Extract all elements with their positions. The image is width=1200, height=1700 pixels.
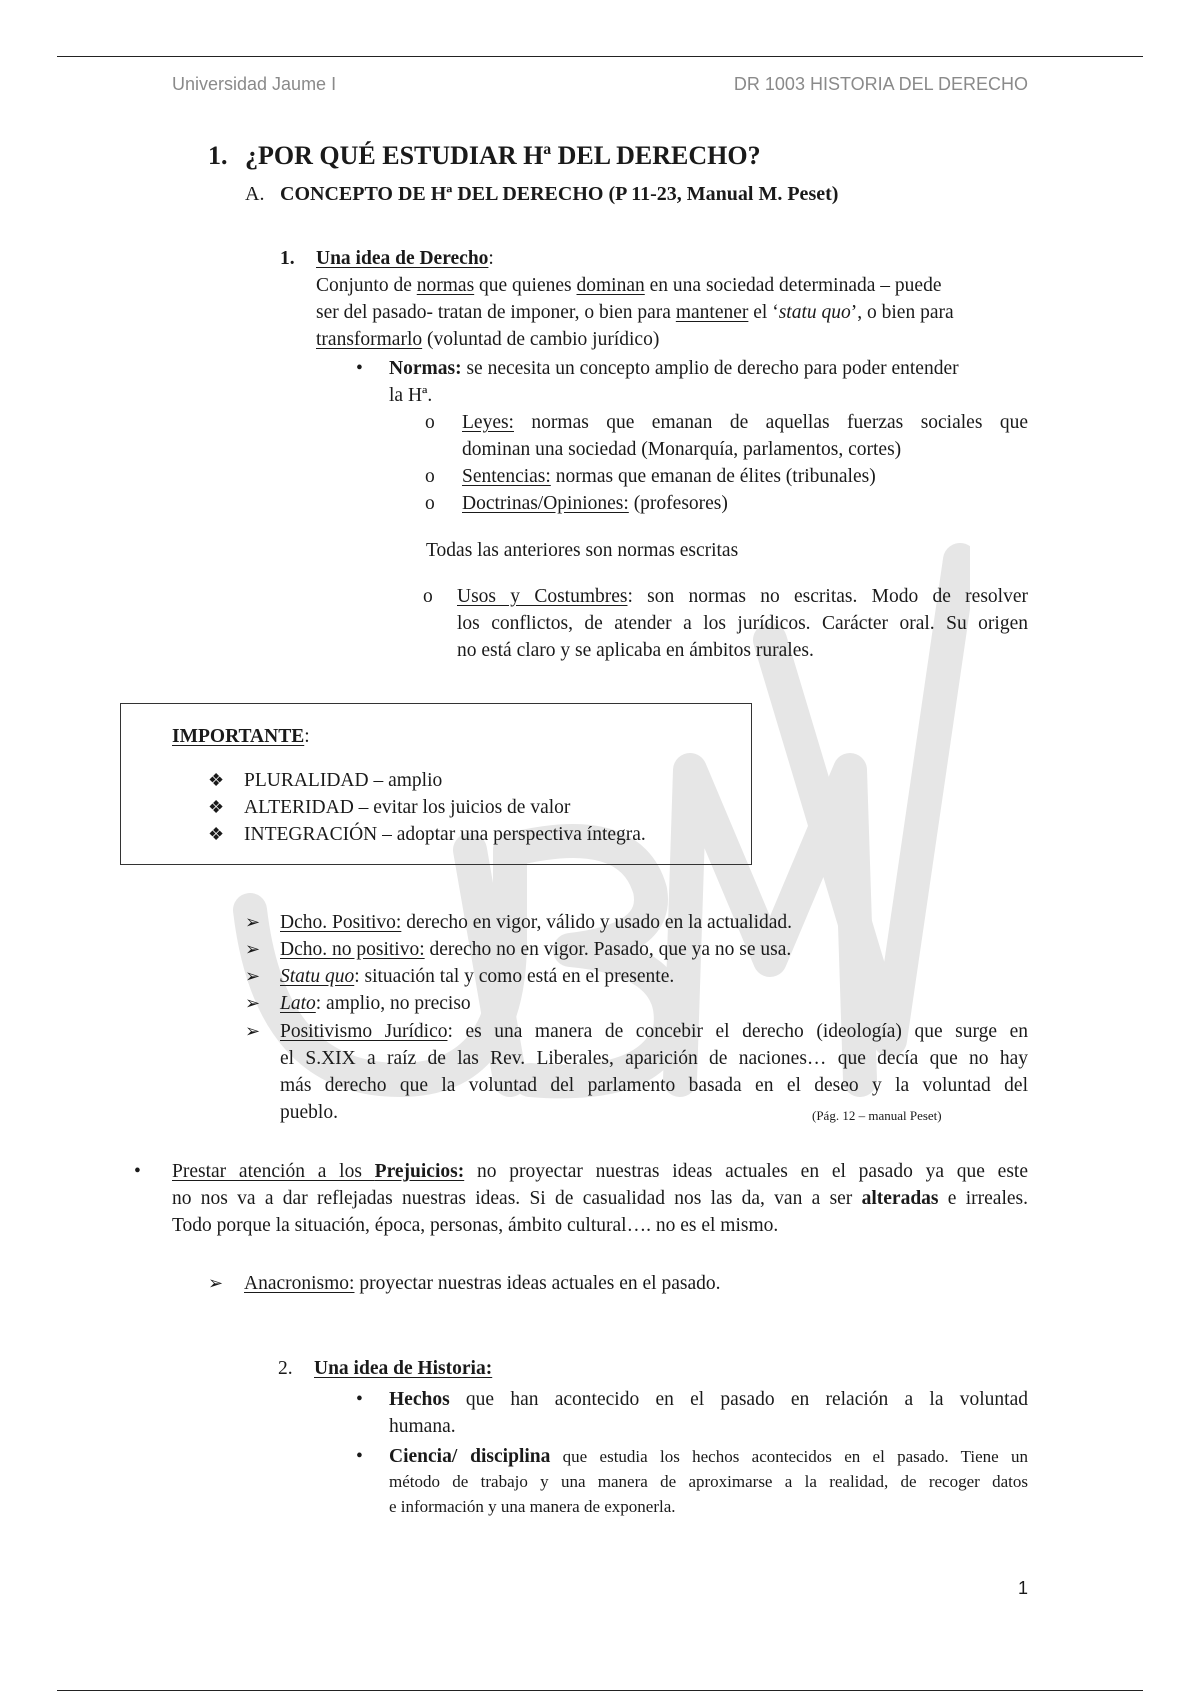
importante-item-2: ALTERIDAD – evitar los juicios de valor [244, 797, 571, 818]
diamond-bullet-icon: ❖ [208, 797, 225, 817]
bullet-dot-icon: • [356, 1446, 363, 1467]
prejuicios-line-2: no nos va a dar reflejadas nuestras ideas. Si de casualidad nos las da, van a ser alteradas e irreales. [172, 1188, 1028, 1209]
leyes-line-1: Leyes: normas que emanan de aquellas fuerzas sociales que [462, 412, 1028, 433]
idea-derecho-heading: Una idea de Derecho: [316, 248, 494, 269]
page-title: ¿POR QUÉ ESTUDIAR Hª DEL DERECHO? [245, 141, 761, 170]
usos-line-3: no está claro y se aplicaba en ámbitos rurales. [457, 640, 814, 661]
arrow-bullet-icon: ➢ [245, 912, 261, 932]
arrow-bullet-icon: ➢ [245, 1021, 261, 1041]
normas-line-1: Normas: se necesita un concepto amplio de derecho para poder entender [389, 358, 959, 379]
sentencias-line: Sentencias: normas que emanan de élites (tribunales) [462, 466, 876, 487]
ciencia-line-2: método de trabajo y una manera de aproximarse a la realidad, de recoger datos [389, 1472, 1028, 1491]
footer-rule [57, 1690, 1143, 1691]
def-positivo: Dcho. Positivo: derecho en vigor, válido y usado en la actualidad. [280, 912, 793, 933]
circle-bullet-icon: o [425, 412, 435, 433]
arrow-bullet-icon: ➢ [245, 966, 261, 986]
ciencia-line-1: Ciencia/ disciplina que estudia los hechos acontecidos en el pasado. Tiene un [389, 1446, 1028, 1467]
arrow-bullet-icon: ➢ [245, 939, 261, 959]
todas-line: Todas las anteriores son normas escritas [426, 540, 739, 561]
def-no-positivo: Dcho. no positivo: derecho no en vigor. Pasado, que ya no se usa. [280, 939, 792, 960]
importante-title: IMPORTANTE: [172, 726, 310, 747]
def-positivismo-line-3: más derecho que la voluntad del parlamento basada en el deseo y la voluntad del [280, 1075, 1028, 1096]
idea-derecho-line-3: transformarlo (voluntad de cambio jurídico) [316, 329, 660, 350]
def-lato: Lato: amplio, no preciso [280, 993, 471, 1014]
idea-derecho-line-1: Conjunto de normas que quienes dominan en una sociedad determinada – puede [316, 275, 942, 296]
doctrinas-line: Doctrinas/Opiniones: (profesores) [462, 493, 728, 514]
arrow-bullet-icon: ➢ [245, 993, 261, 1013]
section-a-title: CONCEPTO DE Hª DEL DERECHO (P 11-23, Manual M. Peset) [280, 183, 839, 205]
importante-item-1: PLURALIDAD – amplio [244, 770, 443, 791]
manual-reference: (Pág. 12 – manual Peset) [812, 1108, 942, 1123]
diamond-bullet-icon: ❖ [208, 824, 225, 844]
hechos-line-1: Hechos que han acontecido en el pasado en relación a la voluntad [389, 1389, 1028, 1410]
page-number: 1 [1017, 1578, 1028, 1598]
circle-bullet-icon: o [425, 466, 435, 487]
bullet-dot-icon: • [356, 358, 363, 379]
idea-derecho-line-2: ser del pasado- tratan de imponer, o bien para mantener el ‘statu quo’, o bien para [316, 302, 954, 323]
def-positivismo-line-1: Positivismo Jurídico: es una manera de concebir el derecho (ideología) que surge en [280, 1021, 1028, 1042]
def-statu-quo: Statu quo: situación tal y como está en el presente. [280, 966, 675, 987]
title-number: 1. [208, 141, 228, 170]
prejuicios-line-1: Prestar atención a los Prejuicios: no proyectar nuestras ideas actuales en el pasado ya que este [172, 1161, 1028, 1182]
diamond-bullet-icon: ❖ [208, 770, 225, 790]
importante-item-3: INTEGRACIÓN – adoptar una perspectiva íntegra. [244, 824, 646, 845]
bullet-dot-icon: • [356, 1389, 363, 1410]
idea-derecho-number: 1. [280, 248, 295, 269]
leyes-line-2: dominan una sociedad (Monarquía, parlamentos, cortes) [462, 439, 902, 460]
anacronismo-line: Anacronismo: proyectar nuestras ideas actuales en el pasado. [244, 1273, 721, 1294]
usos-line-1: Usos y Costumbres: son normas no escritas. Modo de resolver [457, 586, 1028, 607]
def-positivismo-line-2: el S.XIX a raíz de las Rev. Liberales, aparición de naciones… que decía que no hay [280, 1048, 1028, 1069]
usos-line-2: los conflictos, de atender a los jurídicos. Carácter oral. Su origen [457, 613, 1028, 634]
header-course: DR 1003 HISTORIA DEL DERECHO [733, 74, 1028, 94]
idea-historia-number: 2. [278, 1358, 293, 1379]
circle-bullet-icon: o [423, 586, 433, 607]
circle-bullet-icon: o [425, 493, 435, 514]
def-positivismo-line-4: pueblo. [280, 1102, 338, 1123]
header-rule [57, 56, 1143, 57]
ciencia-line-3: e información y una manera de exponerla. [389, 1497, 676, 1516]
idea-historia-heading: Una idea de Historia: [314, 1358, 493, 1379]
normas-line-2: la Hª. [389, 385, 433, 406]
bullet-dot-icon: • [134, 1161, 141, 1182]
arrow-bullet-icon: ➢ [208, 1273, 224, 1293]
hechos-line-2: humana. [389, 1416, 456, 1437]
section-a-letter: A. [245, 183, 265, 205]
header-university: Universidad Jaume I [172, 74, 337, 94]
prejuicios-line-3: Todo porque la situación, época, personas, ámbito cultural…. no es el mismo. [172, 1215, 779, 1236]
